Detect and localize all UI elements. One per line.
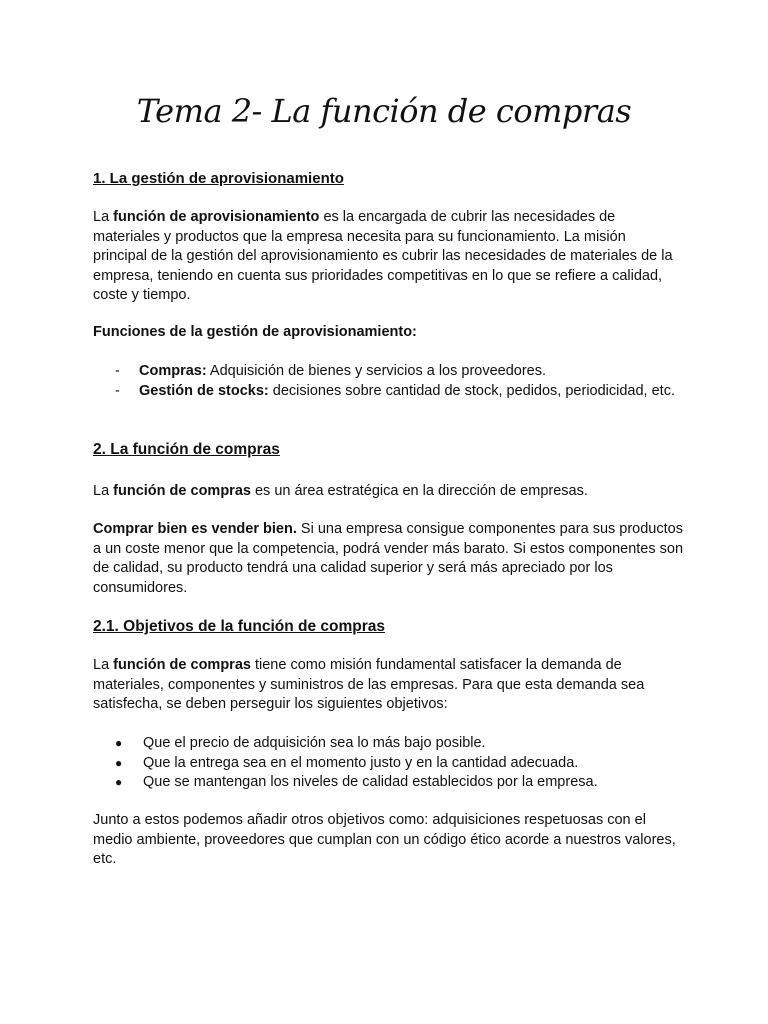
subheading-funciones: Funciones de la gestión de aprovisionamiento: xyxy=(93,324,417,340)
bullet-dot: ● xyxy=(115,775,123,789)
paragraph-text: La xyxy=(93,209,114,225)
paragraph-otros-objetivos: Junto a estos podemos añadir otros objetivos como: adquisiciones respetuosas con el medio ambiente, proveedores que cumplan con un código ético acorde a nuestros valores, etc. xyxy=(93,812,676,867)
list-item-text: Que el precio de adquisición sea lo más bajo posible. xyxy=(143,735,486,751)
section-heading-gestion-aprovisionamiento: 1. La gestión de aprovisionamiento xyxy=(93,170,344,187)
paragraph-text: es la encargada de cubrir las necesidades de materiales y productos que la empresa necesita para su funcionamiento. La misión principal de la gestión del aprovisionamiento es cubrir las necesidades de materiales de la empresa, teniendo en cuenta sus prioridades competitivas en lo que se refiere a calidad, coste y tiempo. xyxy=(93,209,673,303)
paragraph-text: Si una empresa consigue componentes para sus productos a un coste menor que la competencia, podrá vender más barato. Si estos componentes son de calidad, su producto tendrá una calidad superior y será más apreciado por los consumidores. xyxy=(93,521,684,596)
list-item-text: Adquisición de bienes y servicios a los proveedores. xyxy=(206,363,547,379)
list-item xyxy=(93,773,683,793)
paragraph-funcion-compras xyxy=(93,482,683,502)
section-heading-funcion-compras: 2. La función de compras xyxy=(93,441,280,458)
list-item xyxy=(93,382,683,402)
section-heading-objetivos: 2.1. Objetivos de la función de compras xyxy=(93,618,385,635)
paragraph-text: es un área estratégica en la dirección de empresas. xyxy=(250,483,588,499)
document-title: Tema 2- La función de compras xyxy=(136,92,632,130)
paragraph-objetivos xyxy=(93,656,683,715)
bold-term: función de aprovisionamiento xyxy=(113,209,320,225)
bullet-dot: ● xyxy=(115,736,123,750)
bold-term: función de compras xyxy=(113,483,251,499)
dash-bullet: - xyxy=(115,363,120,379)
objectives-list xyxy=(93,734,683,793)
list-item-term: Compras: xyxy=(139,363,207,379)
paragraph-comprar-bien xyxy=(93,520,683,598)
paragraph-text: La xyxy=(93,483,114,499)
paragraph-text: La xyxy=(93,657,114,673)
paragraph-text: tiene como misión fundamental satisfacer la demanda de materiales, componentes y suministros de las empresas. Para que esta demanda sea satisfecha, se deben perseguir los siguientes objetivos: xyxy=(93,657,645,712)
list-item-text: Que la entrega sea en el momento justo y en la cantidad adecuada. xyxy=(143,754,579,771)
bullet-dot: ● xyxy=(115,755,123,770)
paragraph-aprovisionamiento xyxy=(93,208,683,306)
list-item-text: Que se mantengan los niveles de calidad establecidos por la empresa. xyxy=(143,774,598,790)
functions-list xyxy=(93,362,683,401)
list-item-text: decisiones sobre cantidad de stock, pedidos, periodicidad, etc. xyxy=(268,382,675,399)
dash-bullet: - xyxy=(115,382,120,399)
list-item xyxy=(93,734,683,754)
list-item-term: Gestión de stocks: xyxy=(139,382,269,399)
bold-term: Comprar bien es vender bien. xyxy=(93,521,297,537)
list-item xyxy=(93,362,683,382)
bold-term: función de compras xyxy=(113,657,251,673)
list-item xyxy=(93,754,683,774)
